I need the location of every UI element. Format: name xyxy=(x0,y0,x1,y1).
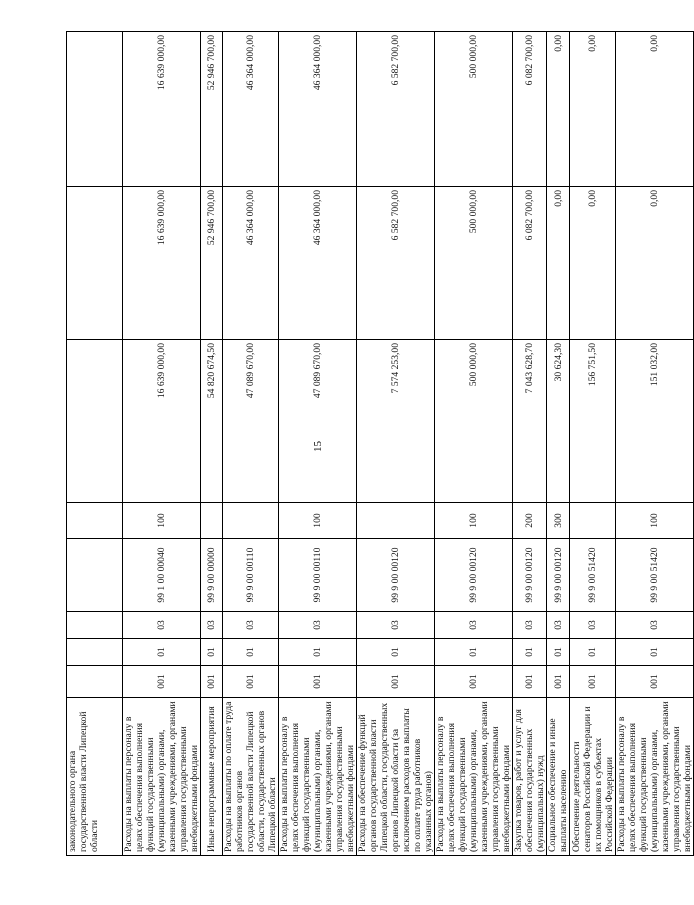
section-code: 01 xyxy=(547,639,570,666)
target-article-code: 99 9 00 00120 xyxy=(513,539,547,612)
target-article-code: 99 9 00 00000 xyxy=(201,539,223,612)
amount-year-2: 500 000,00 xyxy=(435,187,513,340)
subsection-code: 03 xyxy=(201,612,223,639)
amount-year-2: 46 364 000,00 xyxy=(223,187,279,340)
target-article-code: 99 1 00 00040 xyxy=(123,539,201,612)
table-row xyxy=(223,32,279,856)
table-row xyxy=(435,32,513,856)
section-code xyxy=(67,639,123,666)
amount-year-3: 500 000,00 xyxy=(435,32,513,187)
table-row xyxy=(201,32,223,856)
row-description: Расходы на выплаты по оплате труда работников органов государственной власти Липецкой области, государственных органов Липецкой области xyxy=(223,698,279,856)
expense-type-code: 100 xyxy=(123,503,201,539)
amount-year-3: 46 364 000,00 xyxy=(223,32,279,187)
table-row xyxy=(123,32,201,856)
expense-type-code xyxy=(223,503,279,539)
subsection-code: 03 xyxy=(570,612,616,639)
amount-year-3: 16 639 000,00 xyxy=(123,32,201,187)
table-row xyxy=(616,32,694,856)
section-code: 01 xyxy=(123,639,201,666)
amount-year-3: 0,00 xyxy=(570,32,616,187)
admin-code: 001 xyxy=(357,666,435,698)
amount-year-1: 30 624,30 xyxy=(547,340,570,503)
amount-year-1 xyxy=(67,340,123,503)
target-article-code: 99 9 00 00110 xyxy=(279,539,357,612)
table-row xyxy=(547,32,570,856)
expense-type-code xyxy=(357,503,435,539)
target-article-code xyxy=(67,539,123,612)
expense-type-code xyxy=(570,503,616,539)
row-description: Расходы на обеспечение функций органов государственной власти Липецкой области, государственных органов Липецкой области (за исключением расходов на выплаты по оплате труда работников указанных органов) xyxy=(357,698,435,856)
section-code: 01 xyxy=(513,639,547,666)
expense-type-code xyxy=(67,503,123,539)
admin-code: 001 xyxy=(123,666,201,698)
target-article-code: 99 9 00 00110 xyxy=(223,539,279,612)
amount-year-2: 6 582 700,00 xyxy=(357,187,435,340)
target-article-code: 99 9 00 00120 xyxy=(547,539,570,612)
row-description: Расходы на выплаты персоналу в целях обеспечения выполнения функций государственными (муниципальными) органами, казенными учреждениями, органами управления государственными внебюджетными фондами xyxy=(279,698,357,856)
subsection-code: 03 xyxy=(547,612,570,639)
amount-year-2: 52 946 700,00 xyxy=(201,187,223,340)
admin-code: 001 xyxy=(435,666,513,698)
table-row xyxy=(67,32,123,856)
amount-year-2: 0,00 xyxy=(570,187,616,340)
row-description: Иные непрограммные мероприятия xyxy=(201,698,223,856)
subsection-code: 03 xyxy=(279,612,357,639)
amount-year-3 xyxy=(67,32,123,187)
budget-table xyxy=(66,31,694,856)
amount-year-1: 47 089 670,00 xyxy=(223,340,279,503)
admin-code: 001 xyxy=(570,666,616,698)
amount-year-1: 151 032,00 xyxy=(616,340,694,503)
amount-year-1: 47 089 670,00 xyxy=(279,340,357,503)
admin-code: 001 xyxy=(513,666,547,698)
table-row xyxy=(570,32,616,856)
admin-code: 001 xyxy=(223,666,279,698)
amount-year-1: 7 574 253,00 xyxy=(357,340,435,503)
expense-type-code: 200 xyxy=(513,503,547,539)
section-code: 01 xyxy=(223,639,279,666)
section-code: 01 xyxy=(279,639,357,666)
amount-year-2: 0,00 xyxy=(616,187,694,340)
expense-type-code xyxy=(201,503,223,539)
amount-year-2: 0,00 xyxy=(547,187,570,340)
row-description: Расходы на выплаты персоналу в целях обеспечения выполнения функций государственными (муниципальными) органами, казенными учреждениями, органами управления государственными внебюджетными фондами xyxy=(123,698,201,856)
expense-type-code: 100 xyxy=(435,503,513,539)
target-article-code: 99 9 00 00120 xyxy=(435,539,513,612)
subsection-code: 03 xyxy=(223,612,279,639)
expense-type-code: 300 xyxy=(547,503,570,539)
row-description: Обеспечение деятельности сенаторов Российской Федерации и их помощников в субъектах Российской Федерации xyxy=(570,698,616,856)
amount-year-2: 46 364 000,00 xyxy=(279,187,357,340)
amount-year-3: 52 946 700,00 xyxy=(201,32,223,187)
admin-code: 001 xyxy=(279,666,357,698)
row-description: Расходы на выплаты персоналу в целях обеспечения выполнения функций государственными (муниципальными) органами, казенными учреждениями, органами управления государственными внебюджетными фондами xyxy=(616,698,694,856)
row-description: Социальное обеспечение и иные выплаты населению xyxy=(547,698,570,856)
subsection-code: 03 xyxy=(435,612,513,639)
subsection-code xyxy=(67,612,123,639)
section-code: 01 xyxy=(570,639,616,666)
section-code: 01 xyxy=(357,639,435,666)
amount-year-1: 54 820 674,50 xyxy=(201,340,223,503)
section-code: 01 xyxy=(201,639,223,666)
amount-year-3: 46 364 000,00 xyxy=(279,32,357,187)
row-description: Расходы на выплаты персоналу в целях обеспечения выполнения функций государственными (муниципальными) органами, казенными учреждениями, органами управления государственными внебюджетными фондами xyxy=(435,698,513,856)
amount-year-3: 0,00 xyxy=(616,32,694,187)
amount-year-2: 16 639 000,00 xyxy=(123,187,201,340)
table-row xyxy=(357,32,435,856)
amount-year-1: 16 639 000,00 xyxy=(123,340,201,503)
amount-year-2 xyxy=(67,187,123,340)
target-article-code: 99 9 00 51420 xyxy=(616,539,694,612)
table-row xyxy=(279,32,357,856)
section-code: 01 xyxy=(435,639,513,666)
subsection-code: 03 xyxy=(513,612,547,639)
subsection-code: 03 xyxy=(357,612,435,639)
admin-code xyxy=(67,666,123,698)
budget-table-rotated xyxy=(66,32,693,856)
amount-year-2: 6 082 700,00 xyxy=(513,187,547,340)
amount-year-3: 6 582 700,00 xyxy=(357,32,435,187)
amount-year-3: 6 082 700,00 xyxy=(513,32,547,187)
target-article-code: 99 9 00 00120 xyxy=(357,539,435,612)
subsection-code: 03 xyxy=(123,612,201,639)
amount-year-1: 500 000,00 xyxy=(435,340,513,503)
section-code: 01 xyxy=(616,639,694,666)
expense-type-code: 100 xyxy=(616,503,694,539)
admin-code: 001 xyxy=(201,666,223,698)
expense-type-code: 100 xyxy=(279,503,357,539)
amount-year-3: 0,00 xyxy=(547,32,570,187)
amount-year-1: 7 043 628,70 xyxy=(513,340,547,503)
row-description: законодательного органа государственной власти Липецкой области xyxy=(67,698,123,856)
row-description: Закупка товаров, работ и услуг для обеспечения государственных (муниципальных) нужд xyxy=(513,698,547,856)
admin-code: 001 xyxy=(616,666,694,698)
target-article-code: 99 9 00 51420 xyxy=(570,539,616,612)
subsection-code: 03 xyxy=(616,612,694,639)
page-number: 15 xyxy=(312,441,324,452)
admin-code: 001 xyxy=(547,666,570,698)
amount-year-1: 156 751,50 xyxy=(570,340,616,503)
table-row xyxy=(513,32,547,856)
